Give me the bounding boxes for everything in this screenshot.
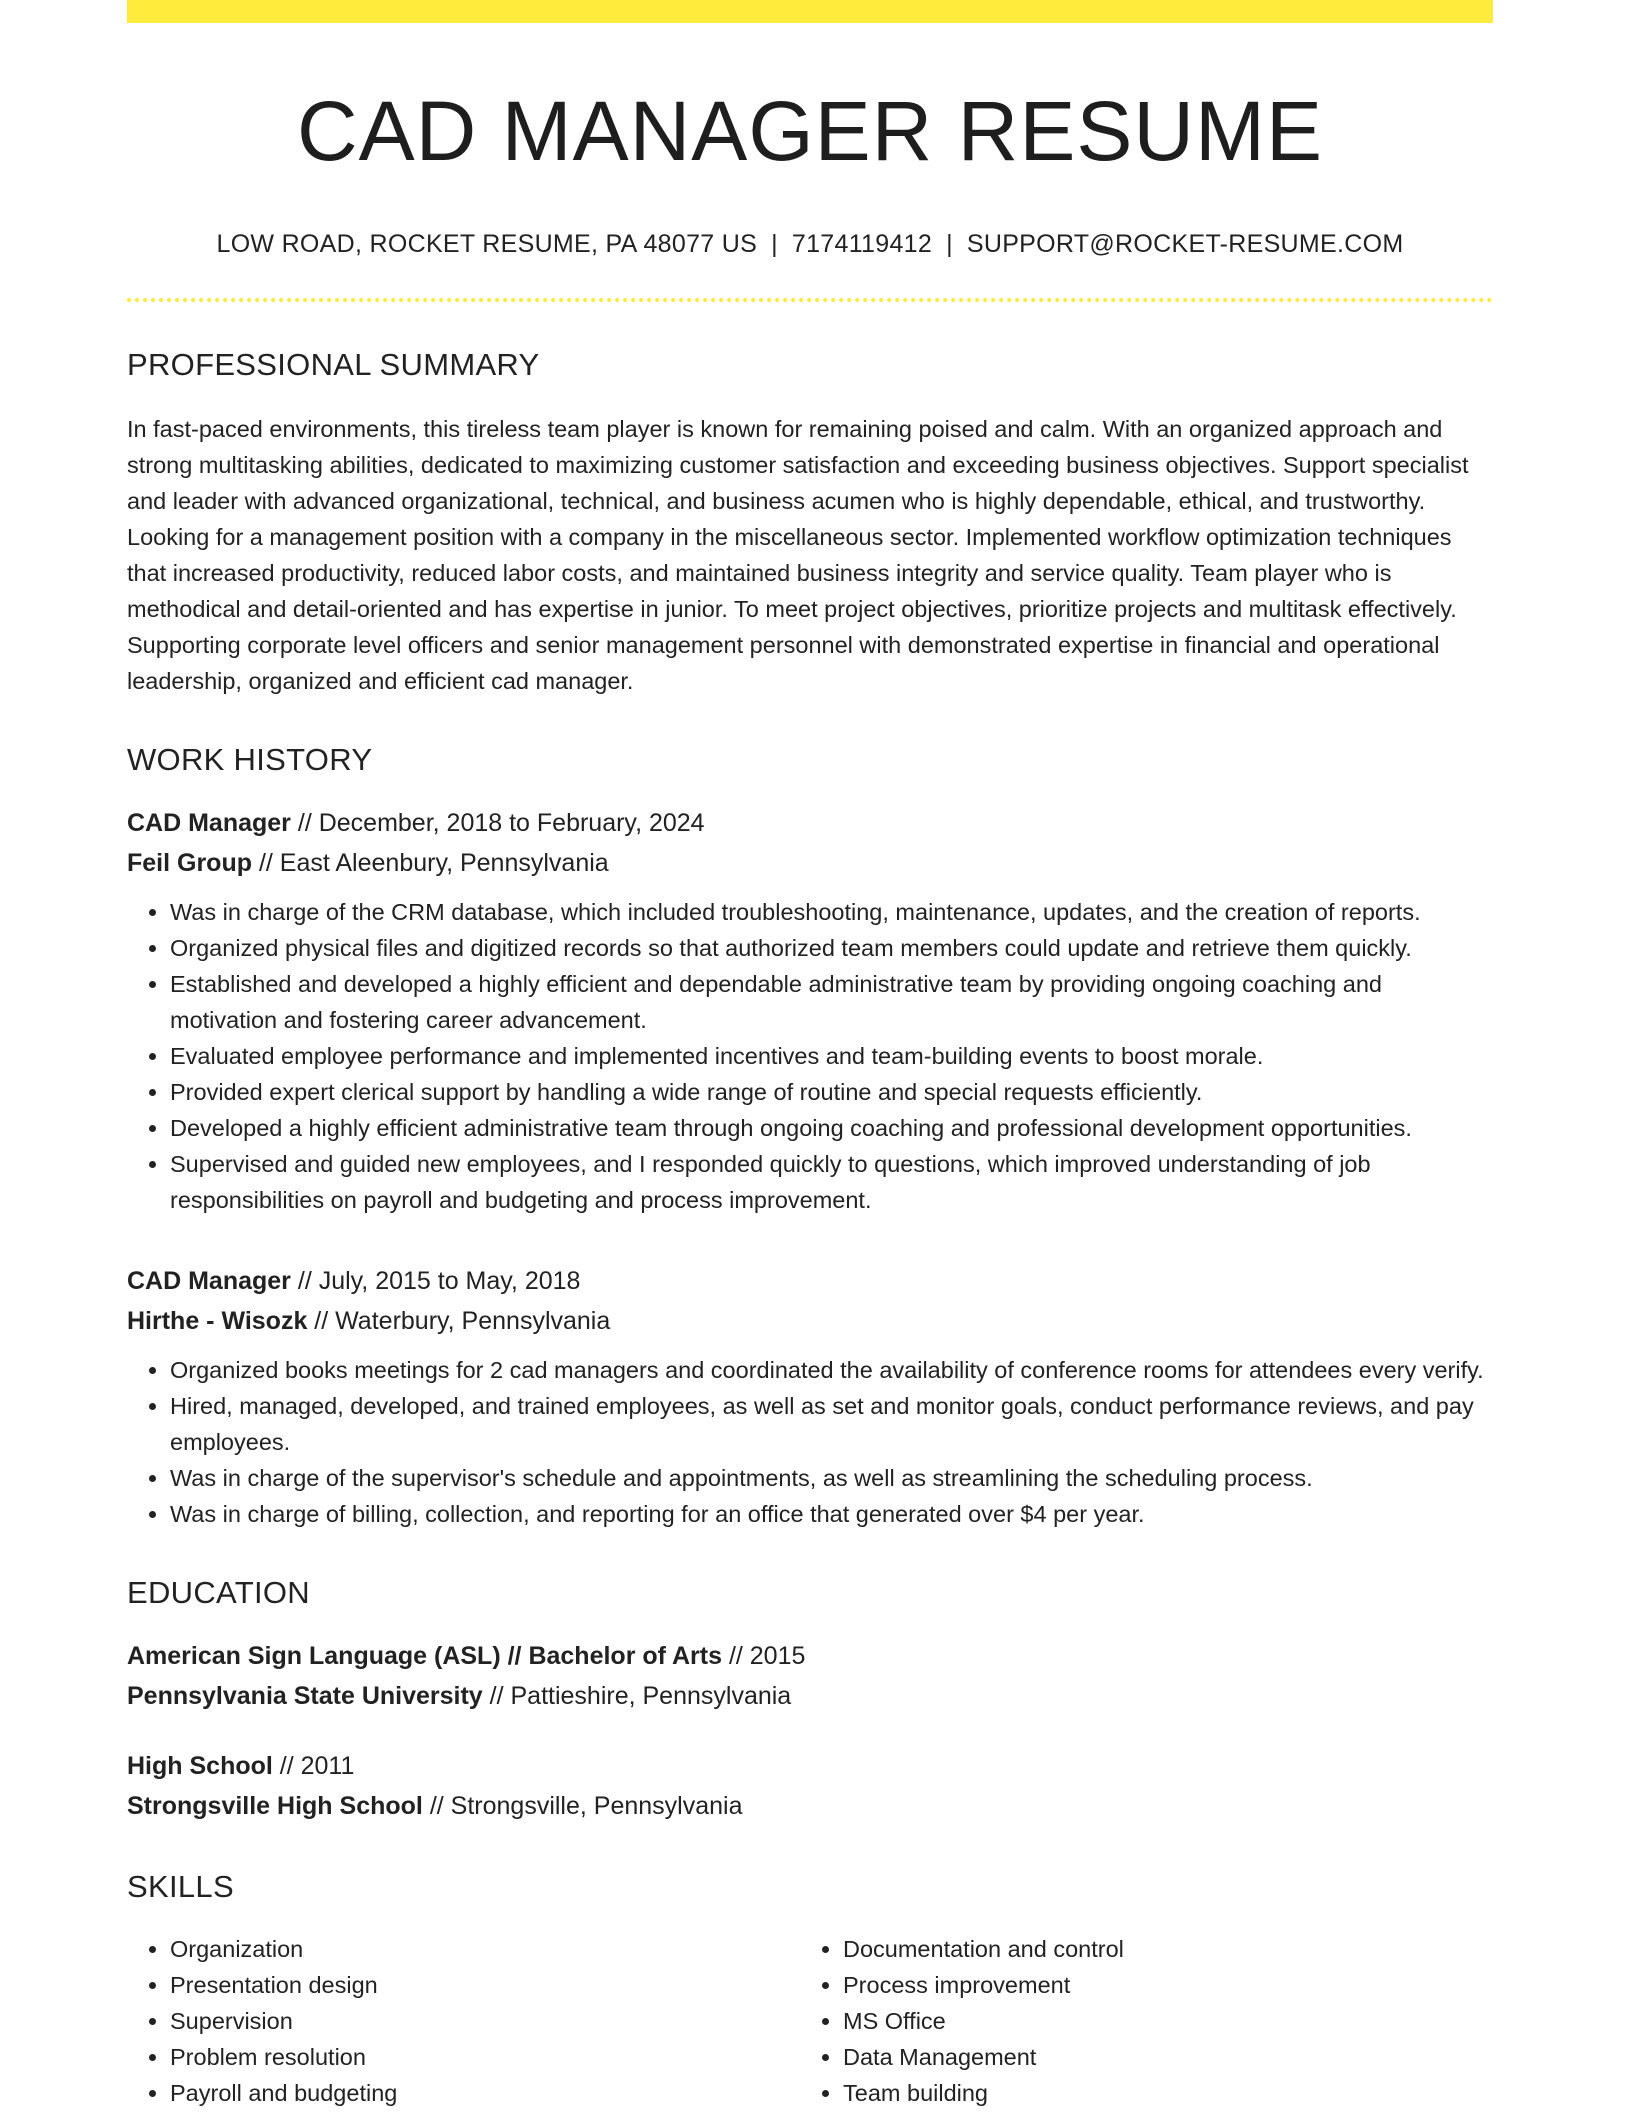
skill-item: • Payroll and budgeting [170,2075,800,2111]
skill-item: • MS Office [843,2003,1473,2039]
job-entry [127,803,1493,1218]
job-bullet: • Developed a highly efficient administrative team through ongoing coaching and professional development opportunities. [170,1110,1493,1146]
education-location: // Pattieshire, Pennsylvania [482,1681,792,1710]
contact-line [127,229,1493,259]
contact-email: SUPPORT@ROCKET-RESUME.COM [966,230,1404,259]
education-degree: American Sign Language (ASL) // Bachelor of Arts [127,1641,722,1670]
education-location: // Strongsville, Pennsylvania [422,1791,743,1820]
job-title: CAD Manager [127,1266,291,1295]
job-bullets [127,1352,1493,1532]
job-bullet: • Organized physical files and digitized records so that authorized team members could update and retrieve them quickly. [170,930,1493,966]
job-dates: // July, 2015 to May, 2018 [290,1266,581,1295]
resume-title: CAD MANAGER RESUME [296,84,1324,178]
job-dates: // December, 2018 to February, 2024 [290,808,705,837]
education-entry [127,1746,1493,1826]
skill-item: • Presentation design [170,1967,800,2003]
job-bullet: • Supervised and guided new employees, and I responded quickly to questions, which improved understanding of job responsibilities on payroll and budgeting and process improvement. [170,1146,1493,1218]
education-year: // 2015 [722,1641,806,1670]
job-title-line [127,1261,1493,1301]
education-entry [127,1636,1493,1716]
skill-item: • Problem resolution [170,2039,800,2075]
skill-item: • Documentation and control [843,1931,1473,1967]
job-title-line [127,803,1493,843]
section-heading-summary: PROFESSIONAL SUMMARY [127,347,540,383]
education-school: Strongsville High School [127,1791,423,1820]
job-bullet: • Established and developed a highly efficient and dependable administrative team by providing ongoing coaching and motivation and fostering career advancement. [170,966,1493,1038]
job-company-line [127,843,1493,883]
education-year: // 2011 [272,1751,355,1780]
contact-address: LOW ROAD, ROCKET RESUME, PA 48077 US [216,230,758,259]
job-location: // East Aleenbury, Pennsylvania [252,848,609,877]
skill-item: • Team building [843,2075,1473,2111]
job-company: Hirthe - Wisozk [127,1306,308,1335]
summary-text: In fast-paced environments, this tireless team player is known for remaining poised and calm. With an organized approach and strong multitasking abilities, dedicated to maximizing customer satisfaction and exceeding business objectives. Support specialist and leader with advanced organizational, technical, and business acumen who is highly dependable, ethical, and trustworthy. Looking for a management position with a company in the miscellaneous sector. Implemented workflow optimization techniques that increased productivity, reduced labor costs, and maintained business integrity and service quality. Team player who is methodical and detail-oriented and has expertise in junior. To meet project objectives, prioritize projects and multitask effectively. Supporting corporate level officers and senior management personnel with demonstrated expertise in financial and operational leadership, organized and efficient cad manager. [127,415,1469,694]
skills-column-left [127,1931,800,2111]
education-school-line [127,1676,1493,1716]
dotted-divider [127,298,1493,302]
accent-top-bar [127,0,1493,23]
job-company-line [127,1301,1493,1341]
contact-phone: 7174119412 [791,230,933,259]
contact-separator: | [946,230,953,259]
section-heading-skills: SKILLS [127,1868,234,1904]
job-company: Feil Group [127,848,252,877]
education-degree: High School [127,1751,273,1780]
section-heading-education: EDUCATION [127,1574,310,1610]
education-degree-line [127,1636,1493,1676]
job-bullet: • Was in charge of the CRM database, which included troubleshooting, maintenance, updates, and the creation of reports. [170,894,1493,930]
skills-columns [127,1931,1493,2111]
job-bullet: • Was in charge of the supervisor's schedule and appointments, as well as streamlining the scheduling process. [170,1460,1493,1496]
education-degree-line [127,1746,1493,1786]
resume-page [127,0,1493,2111]
job-location: // Waterbury, Pennsylvania [307,1306,611,1335]
job-bullet: • Hired, managed, developed, and trained employees, as well as set and monitor goals, conduct performance reviews, and pay employees. [170,1388,1493,1460]
job-bullet: • Was in charge of billing, collection, and reporting for an office that generated over $4 per year. [170,1496,1493,1532]
job-title: CAD Manager [127,808,291,837]
job-entry [127,1261,1493,1532]
job-bullet: • Organized books meetings for 2 cad managers and coordinated the availability of conference rooms for attendees every verify. [170,1352,1493,1388]
section-heading-work-history: WORK HISTORY [127,741,373,777]
skill-item: • Process improvement [843,1967,1473,2003]
job-bullet: • Provided expert clerical support by handling a wide range of routine and special requests efficiently. [170,1074,1493,1110]
skills-column-right [800,1931,1473,2111]
skill-item: • Data Management [843,2039,1473,2075]
contact-separator: | [771,230,778,259]
skill-item: • Supervision [170,2003,800,2039]
skill-item: • Organization [170,1931,800,1967]
education-school-line [127,1786,1493,1826]
job-bullet: • Evaluated employee performance and implemented incentives and team-building events to boost morale. [170,1038,1493,1074]
job-bullets [127,894,1493,1218]
education-school: Pennsylvania State University [127,1681,483,1710]
